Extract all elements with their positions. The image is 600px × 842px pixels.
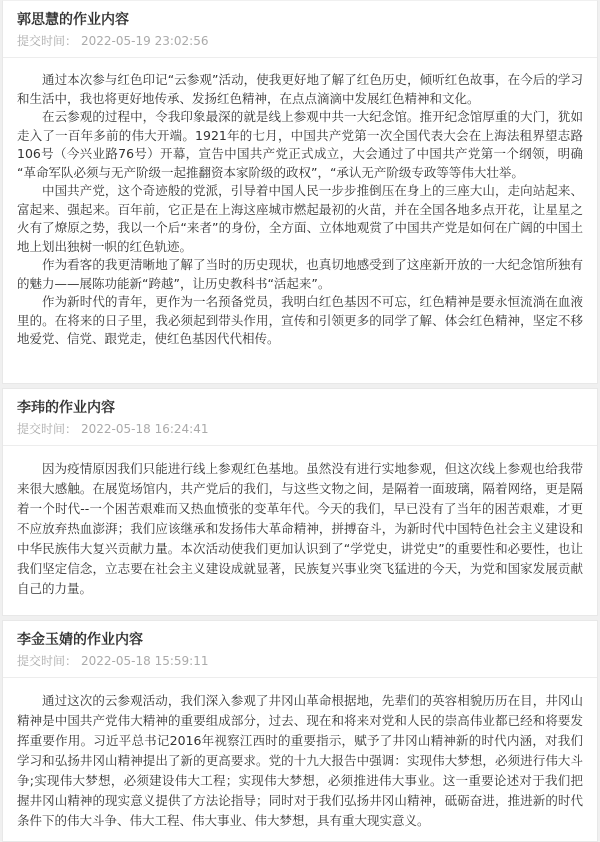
submission-time-value: 2022-05-18 16:24:41 — [81, 421, 209, 436]
submission-time-value: 2022-05-18 15:59:11 — [81, 653, 209, 668]
homework-paragraph: 因为疫情原因我们只能进行线上参观红色基地。虽然没有进行实地参观，但这次线上参观也给我带来很大感触。在展览场馆内，共产党后的我们，与这些文物之间，是隔着一面玻璃，隔着网络，更是隔着一个时代--一个困苦艰难而又热血愤张的变革年代。今天的我们，早已没有了当年的困苦艰难，才更不应放弃热血澎湃；我们应该继承和发扬伟大革命精神，拼搏奋斗，为新时代中国特色社会主义建设和中华民族伟大复兴贡献力量。本次活动使我们更加认识到了“学党史，讲党史”的重要性和必要性，也让我们坚定信念，立志要在社会主义建设成就显著，民族复兴事业突飞猛进的今天，为党和国家发展贡献自己的力量。 — [17, 460, 583, 596]
homework-paragraph: 通过本次参与红色印记“云参观”活动，使我更好地了解了红色历史，倾听红色故事，在今后的学习和生活中，我也将更好地传承、发扬红色精神，在点点滴滴中发展红色精神和文化。 — [17, 72, 583, 106]
homework-paragraph: 作为新时代的青年，更作为一名预备党员，我明白红色基因不可忘，红色精神是要永恒流淌在血液里的。在将来的日子里，我必须起到带头作用，宣传和引领更多的同学了解、体会红色精神，坚定不移地爱党、信党、跟党走，使红色基因代代相传。 — [17, 294, 583, 346]
submission-time — [17, 654, 583, 668]
submission-time — [17, 34, 583, 48]
submission-time — [17, 422, 583, 436]
homework-card — [2, 0, 598, 384]
homework-card-header — [3, 621, 597, 678]
homework-title: 郭思慧的作业内容 — [17, 12, 129, 28]
submission-time-label: 提交时间： — [17, 421, 78, 436]
homework-body — [3, 58, 597, 383]
homework-card-header — [3, 1, 597, 58]
submission-time-label: 提交时间： — [17, 653, 78, 668]
homework-card — [2, 620, 598, 842]
homework-title: 李玮的作业内容 — [17, 399, 115, 416]
submission-time-label: 提交时间： — [17, 34, 78, 48]
homework-paragraph: 在云参观的过程中，令我印象最深的就是线上参观中共一大纪念馆。推开纪念馆厚重的大门，犹如走入了一百年多前的伟大开端。1921年的七月，中国共产党第一次全国代表大会在上海法租界望志路106号（今兴业路76号）开幕，宣告中国共产党正式成立，大会通过了中国共产党第一个纲领，明确“革命军队必须与无产阶级一起推翻资本家阶级的政权”，“承认无产阶级专政等等伟大壮举。 — [17, 109, 583, 180]
homework-paragraph: 作为看客的我更清晰地了解了当时的历史现状，也真切地感受到了这座新开放的一大纪念馆所独有的魅力——展陈功能新“跨越”，让历史教科书“活起来”。 — [17, 257, 583, 291]
homework-body — [3, 678, 597, 841]
submission-time-value: 2022-05-19 23:02:56 — [81, 34, 209, 48]
homework-paragraph: 中国共产党，这个奇迹般的党派，引导着中国人民一步步推倒压在身上的三座大山，走向站起来、富起来、强起来。百年前，它正是在上海这座城市燃起最初的火苗，并在全国各地多点开花，让星星之火有了燎原之势，我以一个后“来者”的身份，全方面、立体地观赏了中国共产党是如何在广阔的中国土地上划出独树一帜的红色轨迹。 — [17, 183, 583, 254]
homework-paragraph: 通过这次的云参观活动，我们深入参观了井冈山革命根据地，先辈们的英容相貌历历在目，井冈山精神是中国共产党伟大精神的重要组成部分，过去、现在和将来对党和人民的崇高伟业都已经和将要发挥重要作用。习近平总书记2016年视察江西时的重要指示，赋予了井冈山精神新的时代内涵，对我们学习和弘扬井冈山精神提出了新的更高要求。党的十九大报告中强调：实现伟大梦想，必须进行伟大斗争;实现伟大梦想，必须建设伟大工程；实现伟大梦想，必须推进伟大事业。这一重要论述对于我们把握井冈山精神的现实意义提供了方法论指导；同时对于我们弘扬井冈山精神，砥砺奋进，推进新的时代条件下的伟大斗争、伟大工程、伟大事业、伟大梦想，具有重大现实意义。 — [17, 692, 583, 828]
homework-title: 李金玉婧的作业内容 — [17, 631, 143, 648]
homework-card-header — [3, 389, 597, 446]
homework-card — [2, 388, 598, 616]
homework-body — [3, 446, 597, 615]
